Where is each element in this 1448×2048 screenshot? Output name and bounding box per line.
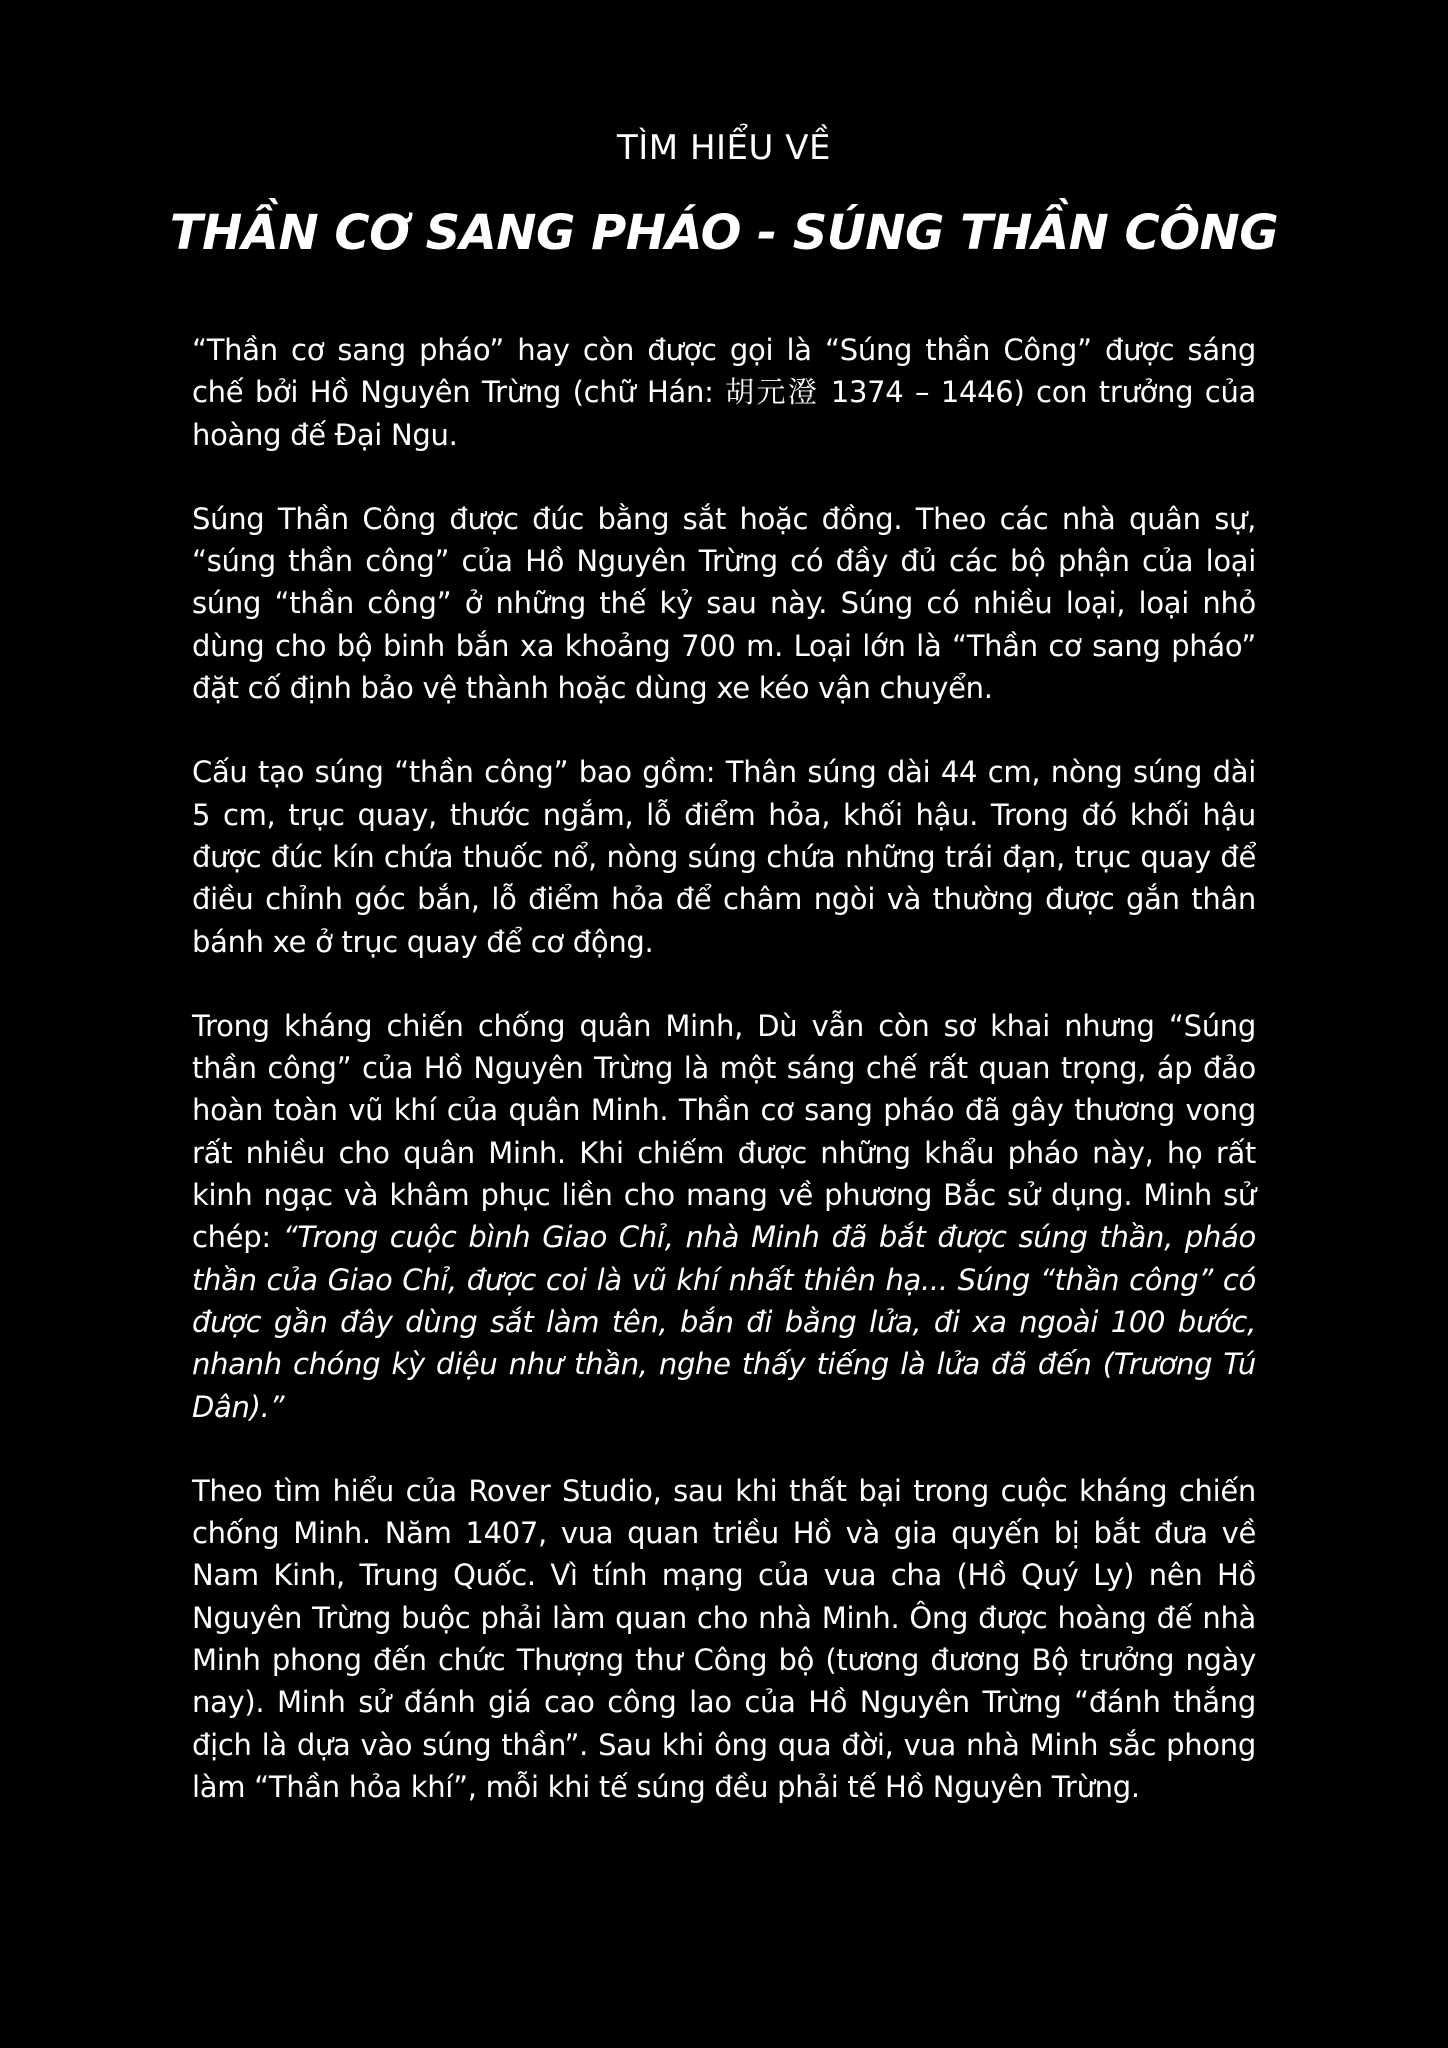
paragraph-structure: Cấu tạo súng “thần công” bao gồm: Thân súng dài 44 cm, nòng súng dài 5 cm, trục quay, thước ngắm, lỗ điểm hỏa, khối hậu. Trong đó khối hậu được đúc kín chứa thuốc nổ, nòng súng chứa những trái đạn, trục quay để điều chỉnh góc bắn, lỗ điểm hỏa để châm ngòi và thường được gắn thân bánh xe ở trục quay để cơ động. [192, 755, 1256, 959]
page-title: THẦN CƠ SANG PHÁO - SÚNG THẦN CÔNG [169, 205, 1279, 261]
paragraph-war-text: Trong kháng chiến chống quân Minh, Dù vẫn còn sơ khai nhưng “Súng thần công” của Hồ Nguyên Trừng là một sáng chế rất quan trọng, áp đảo hoàn toàn vũ khí của quân Minh. Thần cơ sang pháo đã gây thương vong rất nhiều cho quân Minh. Khi chiếm được những khẩu pháo này, họ rất kinh ngạc và khâm phục liền cho mang về phương Bắc sử dụng. Minh sử chép: [192, 1008, 1256, 1255]
paragraph-legacy: Theo tìm hiểu của Rover Studio, sau khi thất bại trong cuộc kháng chiến chống Minh. Năm 1407, vua quan triều Hồ và gia quyến bị bắt đưa về Nam Kinh, Trung Quốc. Vì tính mạng của vua cha (Hồ Quý Ly) nên Hồ Nguyên Trừng buộc phải làm quan cho nhà Minh. Ông được hoàng đế nhà Minh phong đến chức Thượng thư Công bộ (tương đương Bộ trưởng ngày nay). Minh sử đánh giá cao công lao của Hồ Nguyên Trừng “đánh thắng địch là dựa vào súng thần”. Sau khi ông qua đời, vua nhà Minh sắc phong làm “Thần hỏa khí”, mỗi khi tế súng đều phải tế Hồ Nguyên Trừng. [192, 1473, 1256, 1804]
page-kicker: TÌM HIỂU VỀ [617, 128, 831, 168]
paragraph-material: Súng Thần Công được đúc bằng sắt hoặc đồng. Theo các nhà quân sự, “súng thần công” của Hồ Nguyên Trừng có đầy đủ các bộ phận của loại súng “thần công” ở những thế kỷ sau này. Súng có nhiều loại, loại nhỏ dùng cho bộ binh bắn xa khoảng 700 m. Loại lớn là “Thần cơ sang pháo” đặt cố định bảo vệ thành hoặc dùng xe kéo vận chuyển. [192, 501, 1256, 706]
article-body [192, 329, 1256, 1850]
paragraph-intro: “Thần cơ sang pháo” hay còn được gọi là “Súng thần Công” được sáng chế bởi Hồ Nguyên Trừng (chữ Hán: 胡元澄 1374 – 1446) con trưởng của hoàng đế Đại Ngu. [192, 333, 1256, 452]
paragraph-war [192, 1005, 1256, 1428]
historical-quote: “Trong cuộc bình Giao Chỉ, nhà Minh đã bắt được súng thần, pháo thần của Giao Chỉ, được coi là vũ khí nhất thiên hạ... Súng “thần công” có được gần đây dùng sắt làm tên, bắn đi bằng lửa, đi xa ngoài 100 bước, nhanh chóng kỳ diệu như thần, nghe thấy tiếng là lửa đã đến (Trương Tú Dân).” [192, 1220, 1256, 1424]
